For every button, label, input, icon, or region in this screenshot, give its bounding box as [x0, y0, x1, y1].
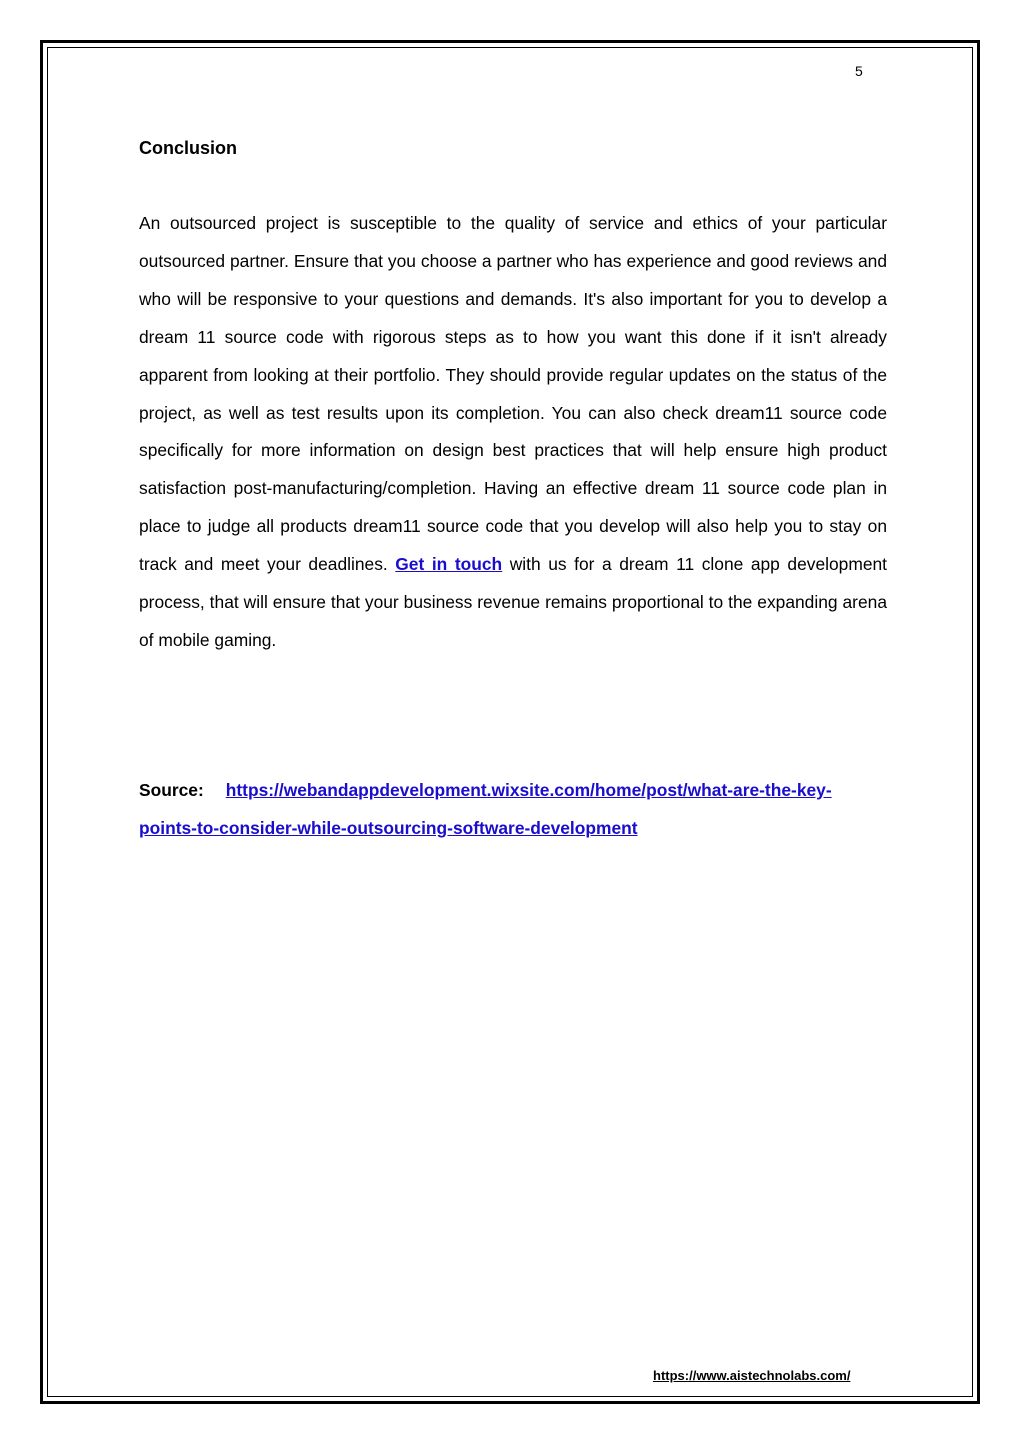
get-in-touch-link[interactable]: Get in touch	[395, 554, 503, 575]
source-citation	[139, 771, 887, 847]
conclusion-paragraph	[139, 205, 887, 660]
page-number: 5	[855, 63, 863, 79]
section-heading: Conclusion	[139, 138, 237, 158]
paragraph-text-after-link: with us for a dream 11 clone app development process, that will ensure that your business revenue remains proportional to the expanding arena of mobile gaming.	[139, 554, 887, 650]
source-link[interactable]: https://webandappdevelopment.wixsite.com/home/post/what-are-the-key-points-to-consider-while-outsourcing-software-development	[139, 780, 832, 838]
footer-website-link[interactable]: https://www.aistechnolabs.com/	[653, 1368, 851, 1383]
paragraph-text-before-link: An outsourced project is susceptible to the quality of service and ethics of your particular outsourced partner. Ensure that you choose a partner who has experience and good reviews and who will be responsive to your questions and demands. It's also important for you to develop a dream 11 source code with rigorous steps as to how you want this done if it isn't already apparent from looking at their portfolio. They should provide regular updates on the status of the project, as well as test results upon its completion. You can also check dream11 source code specifically for more information on design best practices that will help ensure high product satisfaction post-manufacturing/completion. Having an effective dream 11 source code plan in place to judge all products dream11 source code that you develop will also help you to stay on track and meet your deadlines.	[139, 213, 887, 575]
source-label: Source:	[139, 780, 204, 800]
